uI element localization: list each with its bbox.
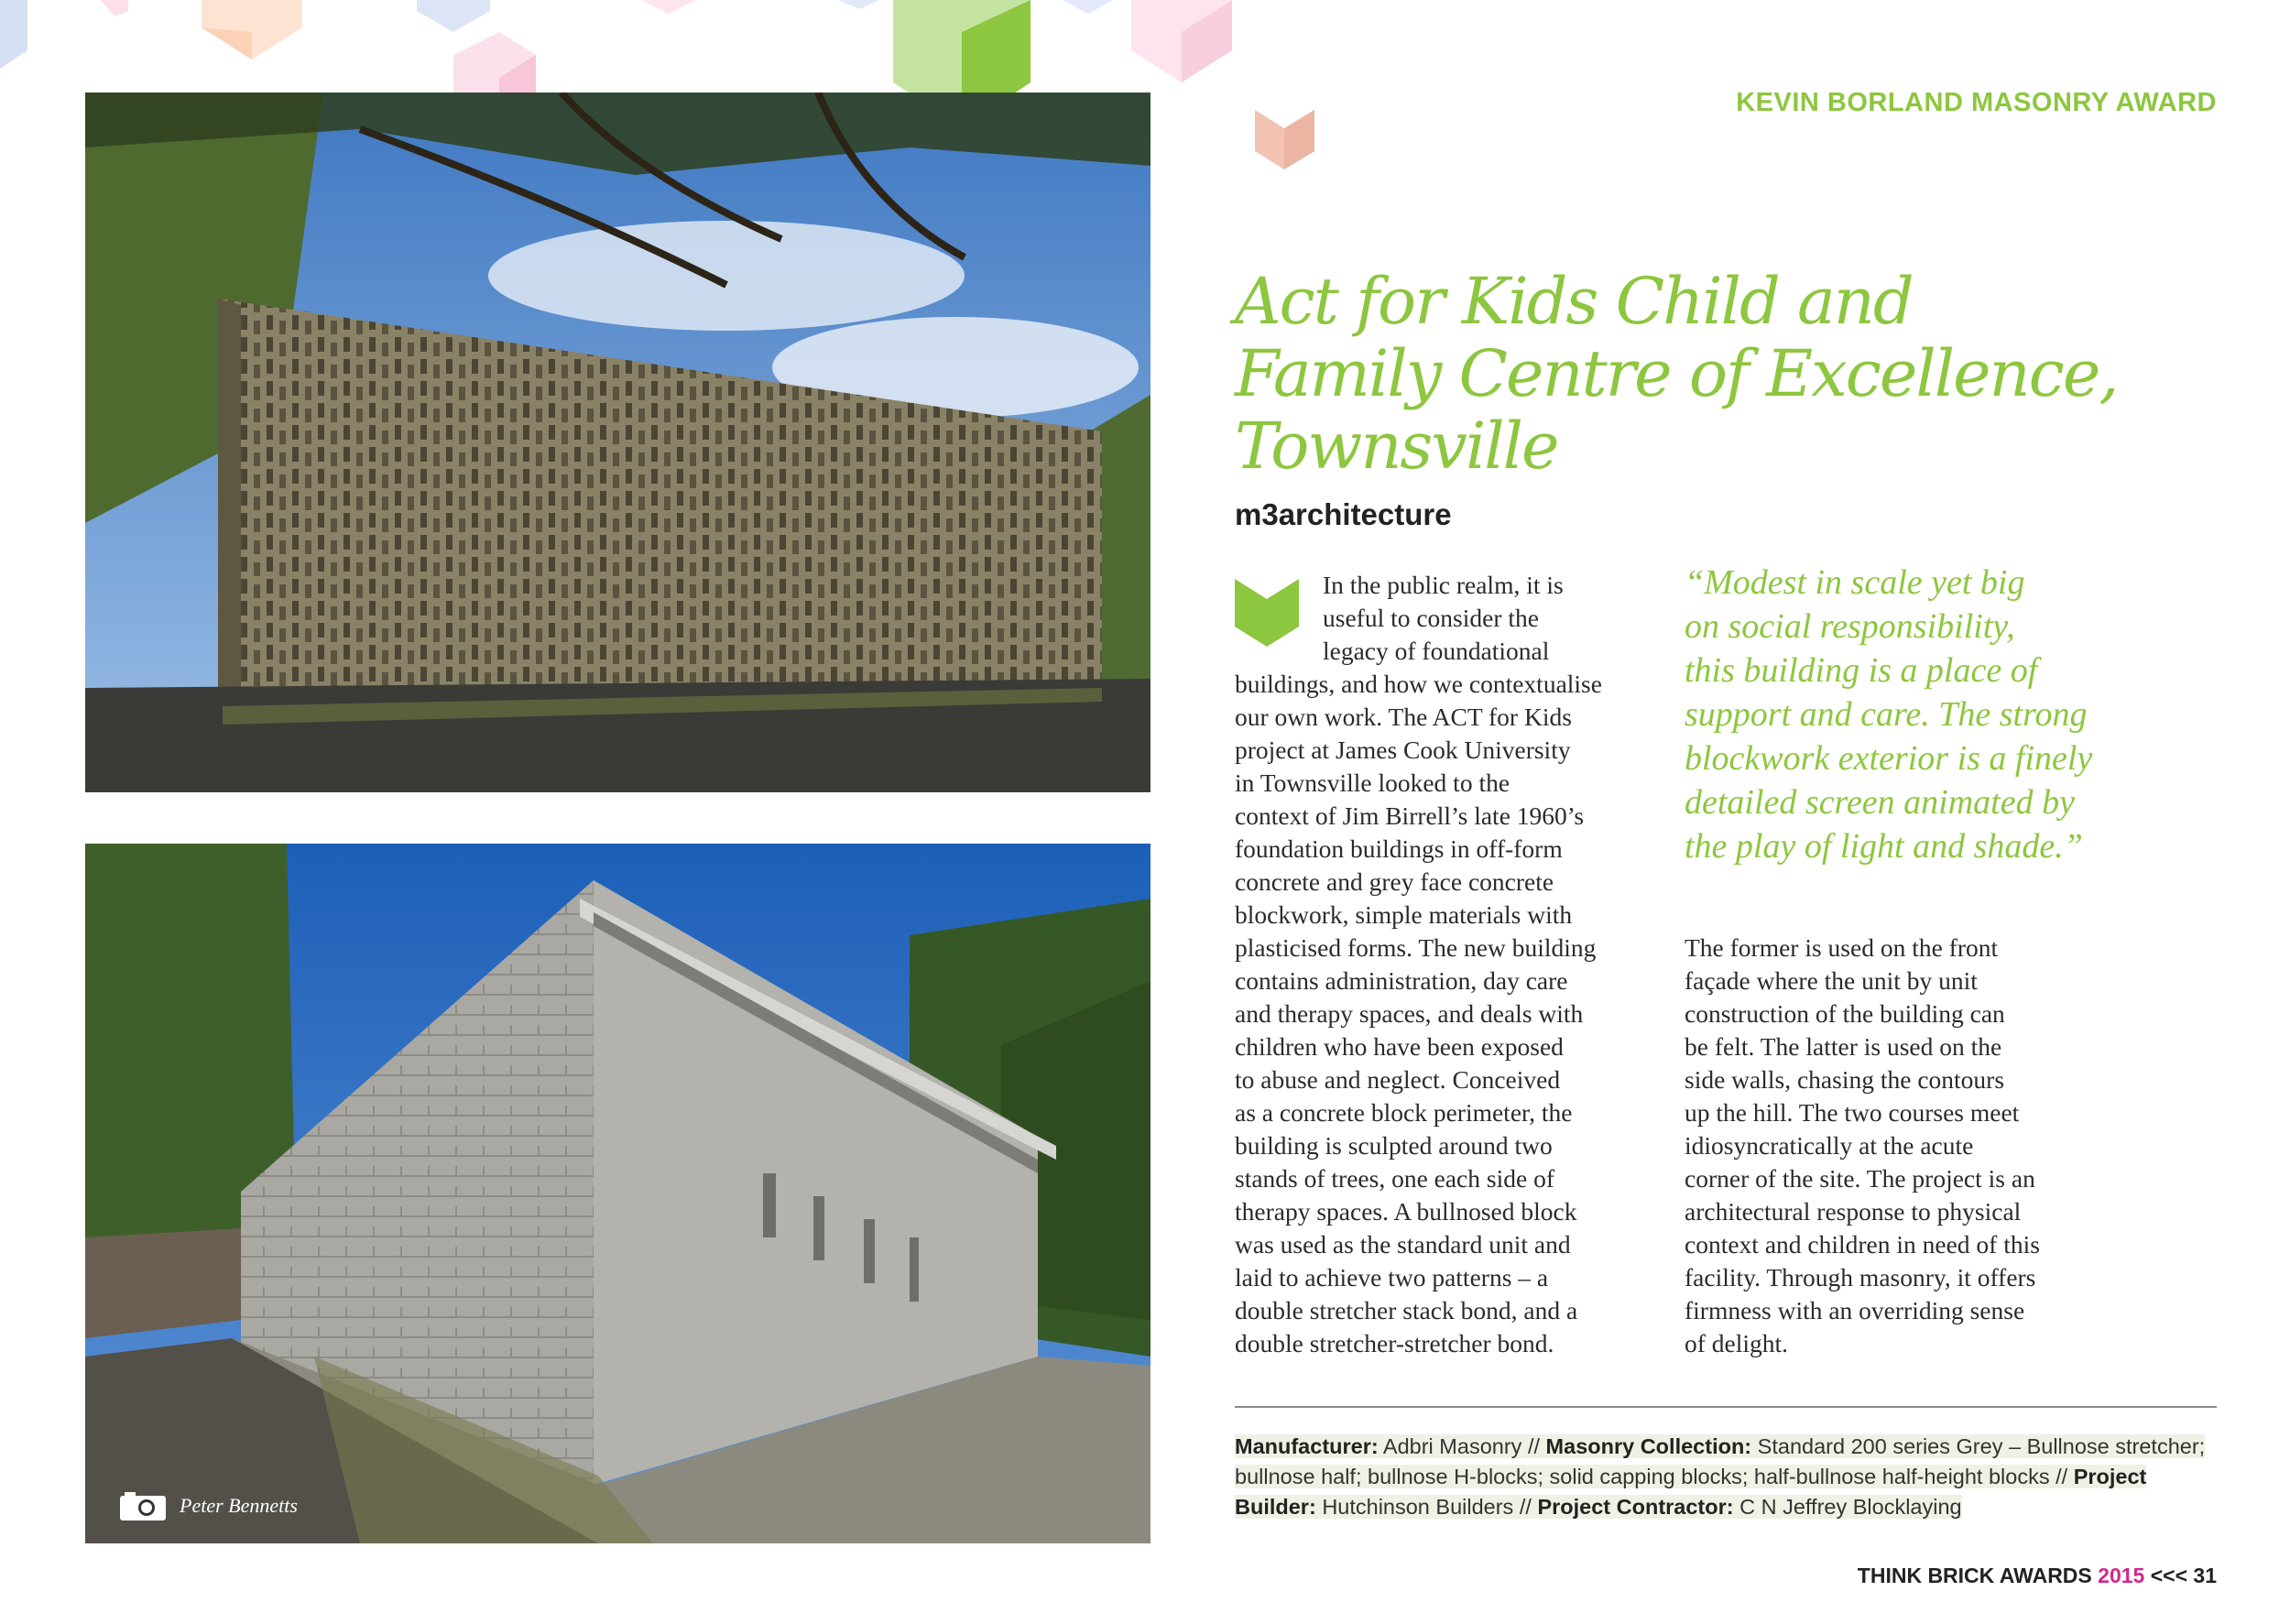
text-line: up the hill. The two courses meet <box>1685 1098 2020 1127</box>
text-line: foundation buildings in off-form <box>1235 834 1563 863</box>
text-line: was used as the standard unit and <box>1235 1230 1571 1259</box>
text-line: building is sculpted around two <box>1235 1131 1553 1160</box>
body-text-left <box>1235 569 1656 1360</box>
title-line: Townsville <box>1235 409 1558 484</box>
quote-line: “Modest in scale yet big <box>1685 563 2025 602</box>
text-line: our own work. The ACT for Kids <box>1235 703 1572 731</box>
text-line: blockwork, simple materials with <box>1235 900 1573 929</box>
building-photo-side <box>85 844 1150 1543</box>
contractor-label: Project Contractor: <box>1537 1495 1734 1519</box>
quote-line: the play of light and shade.” <box>1685 827 2083 866</box>
contractor-value: C N Jeffrey Blocklaying <box>1739 1495 1962 1519</box>
text-line: legacy of foundational <box>1323 637 1550 665</box>
collection-value: Standard 200 series Grey – Bullnose stretcher; bullnose half; bullnose H-blocks; solid capping blocks; half-bullnose half-height blocks <box>1235 1434 2206 1488</box>
quote-line: blockwork exterior is a finely <box>1685 739 2093 778</box>
text-line: façade where the unit by unit <box>1685 966 1978 995</box>
quote-line: this building is a place of <box>1685 651 2038 690</box>
text-line: corner of the site. The project is an <box>1685 1164 2035 1193</box>
back-arrows: <<< <box>2150 1564 2188 1587</box>
page-footer <box>1858 1564 2217 1588</box>
title-line: Act for Kids Child and <box>1235 264 1913 339</box>
text-line: children who have been exposed <box>1235 1032 1564 1061</box>
collection-label: Masonry Collection: <box>1545 1434 1752 1458</box>
text-line: concrete and grey face concrete <box>1235 867 1554 896</box>
text-line: context of Jim Birrell’s late 1960’s <box>1235 801 1585 830</box>
building-photo-front <box>85 93 1150 792</box>
text-line: stands of trees, one each side of <box>1235 1164 1554 1193</box>
pull-quote <box>1685 561 2092 868</box>
text-line: double stretcher stack bond, and a <box>1235 1296 1578 1324</box>
text-line: as a concrete block perimeter, the <box>1235 1098 1573 1127</box>
text-line: in Townsville looked to the <box>1235 768 1510 797</box>
text-line: to abuse and neglect. Conceived <box>1235 1065 1561 1094</box>
project-credits <box>1235 1432 2224 1522</box>
builder-label: Project Builder: <box>1235 1465 2147 1519</box>
text-line: firmness with an overriding sense <box>1685 1296 2025 1324</box>
text-line: project at James Cook University <box>1235 736 1571 764</box>
text-line: The former is used on the front <box>1685 933 1999 962</box>
text-line: contains administration, day care <box>1235 966 1568 995</box>
text-line: be felt. The latter is used on the <box>1685 1032 2002 1061</box>
text-line: and therapy spaces, and deals with <box>1235 999 1584 1028</box>
text-line: idiosyncratically at the acute <box>1685 1131 1974 1160</box>
builder-value: Hutchinson Builders <box>1322 1495 1514 1519</box>
manufacturer-label: Manufacturer: <box>1235 1434 1379 1458</box>
award-category: KEVIN BORLAND MASONRY AWARD <box>1736 88 2217 117</box>
architect-name: m3architecture <box>1235 497 1452 531</box>
photo-credit <box>119 1490 298 1521</box>
text-line: double stretcher-stretcher bond. <box>1235 1329 1554 1357</box>
text-line: context and children in need of this <box>1685 1230 2040 1259</box>
divider <box>1235 1406 2217 1408</box>
text-line: therapy spaces. A bullnosed block <box>1235 1197 1577 1226</box>
text-line: buildings, and how we contextualise <box>1235 670 1602 698</box>
text-line: plasticised forms. The new building <box>1235 933 1597 962</box>
publication-year: 2015 <box>2098 1564 2145 1587</box>
credit-separator: // <box>1513 1495 1538 1519</box>
body-text-right <box>1685 932 2106 1360</box>
text-line: side walls, chasing the contours <box>1685 1065 2005 1094</box>
quote-line: on social responsibility, <box>1685 607 2015 646</box>
publication-name: THINK BRICK AWARDS <box>1857 1564 2092 1587</box>
photographer-name: Peter Bennetts <box>180 1494 298 1517</box>
text-line: facility. Through masonry, it offers <box>1685 1263 2036 1292</box>
text-line: useful to consider the <box>1323 604 1539 632</box>
credit-separator: // <box>1521 1434 1546 1458</box>
manufacturer-value: Adbri Masonry <box>1382 1434 1522 1458</box>
text-line: In the public realm, it is <box>1323 571 1564 599</box>
title-line: Family Centre of Excellence, <box>1235 336 2118 411</box>
text-line: construction of the building can <box>1685 999 2005 1028</box>
project-title <box>1235 266 2242 483</box>
camera-icon <box>119 1490 167 1521</box>
text-line: architectural response to physical <box>1685 1197 2022 1226</box>
quote-line: detailed screen animated by <box>1685 783 2075 822</box>
quote-line: support and care. The strong <box>1685 695 2088 734</box>
credit-separator: // <box>2049 1465 2074 1488</box>
page-number: 31 <box>2193 1564 2217 1587</box>
text-line: of delight. <box>1685 1329 1789 1357</box>
text-line: laid to achieve two patterns – a <box>1235 1263 1549 1292</box>
